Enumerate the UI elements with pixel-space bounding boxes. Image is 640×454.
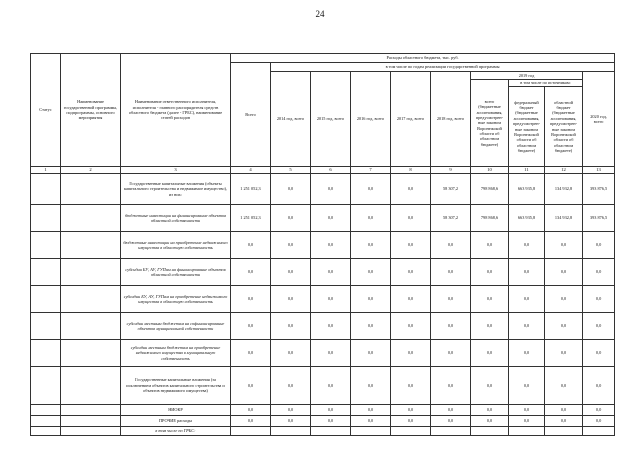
column-number: 3 [121, 167, 231, 174]
value-2019-regional: 0,0 [545, 405, 583, 416]
table-row [31, 367, 615, 405]
value-2019-total: 798 868,6 [471, 205, 509, 232]
row-label: субсидии БУ, АУ, ГУПам на финансирование объектов областной собственности [121, 259, 231, 286]
column-number: 2 [61, 167, 121, 174]
value-2019-total: 0,0 [471, 405, 509, 416]
header-2014: 2014 год, всего [271, 72, 311, 167]
value-2016: 0,0 [351, 232, 391, 259]
value-2019-total: 0,0 [471, 286, 509, 313]
row-label: субсидии БУ, АУ, ГУПам на приобретение недвижимого имущества в областную собственность [121, 286, 231, 313]
column-number: 5 [271, 167, 311, 174]
value-2020: 0,0 [583, 232, 615, 259]
table-row [31, 286, 615, 313]
header-2019-federal: федеральный бюджет (бюджетные ассигнования, предусмотрен-ные законом Воронежской области об областном бюджете) [509, 87, 545, 167]
status-cell [31, 405, 61, 416]
value-total: 1 251 052,3 [231, 205, 271, 232]
value-2014: 0,0 [271, 405, 311, 416]
value-2018: 58 307,2 [431, 205, 471, 232]
value-2017: 0,0 [391, 174, 431, 205]
value-2019-federal: 0,0 [509, 416, 545, 427]
row-label: в том числе по ГРБС: [121, 427, 231, 436]
value-2017: 0,0 [391, 286, 431, 313]
value-2018: 0,0 [431, 313, 471, 340]
header-2019: 2019 год [471, 72, 583, 80]
program-cell [61, 416, 121, 427]
value-2015: 0,0 [311, 416, 351, 427]
program-cell [61, 405, 121, 416]
value-2014: 0,0 [271, 313, 311, 340]
status-cell [31, 313, 61, 340]
column-number: 9 [431, 167, 471, 174]
status-cell [31, 205, 61, 232]
column-number: 13 [583, 167, 615, 174]
value-2018: 0,0 [431, 232, 471, 259]
value-2019-federal: 0,0 [509, 259, 545, 286]
header-responsible: Наименование ответственного исполнителя, исполнителя - главного распорядителя средств областного бюджета (далее - ГРБС), наименование статей расходов [121, 54, 231, 167]
table-row [31, 259, 615, 286]
value-2017 [391, 427, 431, 436]
value-2018: 0,0 [431, 259, 471, 286]
value-2017: 0,0 [391, 340, 431, 367]
column-number: 11 [509, 167, 545, 174]
value-total: 0,0 [231, 313, 271, 340]
program-cell [61, 340, 121, 367]
program-cell [61, 259, 121, 286]
table-row [31, 232, 615, 259]
value-2018: 0,0 [431, 340, 471, 367]
status-cell [31, 427, 61, 436]
value-2019-federal: 0,0 [509, 286, 545, 313]
value-2019-total: 0,0 [471, 259, 509, 286]
row-label: бюджетные инвестиции на финансирование объектов областной собственности [121, 205, 231, 232]
value-2014 [271, 427, 311, 436]
value-2019-total [471, 427, 509, 436]
header-status: Статус [31, 54, 61, 167]
status-cell [31, 259, 61, 286]
value-2019-total: 798 868,6 [471, 174, 509, 205]
program-cell [61, 367, 121, 405]
value-2016: 0,0 [351, 174, 391, 205]
status-cell [31, 232, 61, 259]
row-label: НИОКР [121, 405, 231, 416]
value-2019-regional: 0,0 [545, 340, 583, 367]
value-2018 [431, 427, 471, 436]
value-2015: 0,0 [311, 205, 351, 232]
value-2019-total: 0,0 [471, 367, 509, 405]
value-2018: 0,0 [431, 286, 471, 313]
page-number: 24 [315, 9, 325, 19]
program-cell [61, 232, 121, 259]
status-cell [31, 174, 61, 205]
value-2019-regional: 0,0 [545, 416, 583, 427]
program-cell [61, 427, 121, 436]
table-row [31, 416, 615, 427]
header-by-sources: в том числе по источникам: [509, 80, 583, 87]
row-label: Государственные капитальные вложения (за исключением объектов капитального строительства и объектов недвижимого имущества) [121, 367, 231, 405]
value-2019-regional: 0,0 [545, 286, 583, 313]
value-2014: 0,0 [271, 232, 311, 259]
program-cell [61, 313, 121, 340]
status-cell [31, 340, 61, 367]
table-row [31, 427, 615, 436]
column-number: 7 [351, 167, 391, 174]
column-number: 10 [471, 167, 509, 174]
value-2015: 0,0 [311, 405, 351, 416]
value-2015: 0,0 [311, 313, 351, 340]
column-number: 8 [391, 167, 431, 174]
value-2019-federal: 0,0 [509, 232, 545, 259]
value-2020: 393 876,5 [583, 205, 615, 232]
value-2015 [311, 427, 351, 436]
value-2019-regional: 0,0 [545, 232, 583, 259]
value-2016 [351, 427, 391, 436]
table-row [31, 205, 615, 232]
value-2019-regional [545, 427, 583, 436]
value-2020: 0,0 [583, 416, 615, 427]
value-2014: 0,0 [271, 205, 311, 232]
status-cell [31, 416, 61, 427]
value-2015: 0,0 [311, 174, 351, 205]
value-2020: 0,0 [583, 340, 615, 367]
value-2020: 0,0 [583, 286, 615, 313]
value-2019-federal: 0,0 [509, 313, 545, 340]
value-total: 0,0 [231, 367, 271, 405]
header-2019-total: всего (бюджетные ассигнования, предусмотрен-ные законом Воронежской области об областном бюджете) [471, 80, 509, 167]
value-2017: 0,0 [391, 205, 431, 232]
table-row [31, 405, 615, 416]
value-2020: 0,0 [583, 313, 615, 340]
value-total: 0,0 [231, 286, 271, 313]
value-2019-regional: 134 932,8 [545, 205, 583, 232]
column-numbers-row [31, 167, 615, 174]
value-total: 0,0 [231, 340, 271, 367]
value-2019-total: 0,0 [471, 232, 509, 259]
value-2016: 0,0 [351, 313, 391, 340]
value-2014: 0,0 [271, 259, 311, 286]
value-2020: 0,0 [583, 259, 615, 286]
value-2020: 393 876,5 [583, 174, 615, 205]
value-2015: 0,0 [311, 232, 351, 259]
value-2019-total: 0,0 [471, 416, 509, 427]
table-row [31, 340, 615, 367]
value-2019-regional: 0,0 [545, 367, 583, 405]
budget-table [30, 53, 615, 436]
value-2015: 0,0 [311, 259, 351, 286]
header-2019-regional: областной бюджет (бюджетные ассигнования, предусмотрен-ные законом Воронежской области об областном бюджете) [545, 87, 583, 167]
table-row [31, 313, 615, 340]
header-program-name: Наименование государственной программы, подпрограммы, основного мероприятия [61, 54, 121, 167]
value-total: 0,0 [231, 259, 271, 286]
value-2017: 0,0 [391, 313, 431, 340]
value-2016: 0,0 [351, 340, 391, 367]
row-label: субсидии местным бюджетам на приобретение недвижимого имущества в муниципальную собственность [121, 340, 231, 367]
table-row [31, 174, 615, 205]
value-2019-regional: 0,0 [545, 313, 583, 340]
header-by-years: в том числе по годам реализации государственной программы [271, 63, 615, 72]
value-2019-federal [509, 427, 545, 436]
value-2016: 0,0 [351, 286, 391, 313]
row-label: ПРОЧИЕ расходы [121, 416, 231, 427]
value-total: 0,0 [231, 405, 271, 416]
value-total: 1 251 052,3 [231, 174, 271, 205]
header-total: Всего [231, 63, 271, 167]
value-2015: 0,0 [311, 367, 351, 405]
value-2019-total: 0,0 [471, 340, 509, 367]
value-total: 0,0 [231, 232, 271, 259]
value-2014: 0,0 [271, 174, 311, 205]
header-2015: 2015 год, всего [311, 72, 351, 167]
value-2019-federal: 0,0 [509, 405, 545, 416]
value-2016: 0,0 [351, 405, 391, 416]
header-expenses-title: Расходы областного бюджета, тыс. руб. [231, 54, 615, 63]
value-2019-regional: 0,0 [545, 259, 583, 286]
value-2017: 0,0 [391, 416, 431, 427]
value-2017: 0,0 [391, 259, 431, 286]
value-2014: 0,0 [271, 340, 311, 367]
header-2018: 2018 год, всего [431, 72, 471, 167]
value-2017: 0,0 [391, 232, 431, 259]
value-2014: 0,0 [271, 416, 311, 427]
value-2019-total: 0,0 [471, 313, 509, 340]
header-2017: 2017 год, всего [391, 72, 431, 167]
value-2015: 0,0 [311, 286, 351, 313]
value-2018: 58 307,2 [431, 174, 471, 205]
value-2015: 0,0 [311, 340, 351, 367]
value-2017: 0,0 [391, 367, 431, 405]
value-2019-federal: 0,0 [509, 367, 545, 405]
column-number: 6 [311, 167, 351, 174]
value-2019-federal: 663 935,8 [509, 174, 545, 205]
value-2019-federal: 663 935,8 [509, 205, 545, 232]
value-2016: 0,0 [351, 205, 391, 232]
header-2016: 2016 год, всего [351, 72, 391, 167]
value-2014: 0,0 [271, 367, 311, 405]
value-2016: 0,0 [351, 416, 391, 427]
value-2020: 0,0 [583, 367, 615, 405]
program-cell [61, 286, 121, 313]
program-cell [61, 174, 121, 205]
column-number: 1 [31, 167, 61, 174]
row-label: Государственные капитальные вложения (объекты капитального строительства и недвижимое имущество), из них: [121, 174, 231, 205]
value-2020: 0,0 [583, 405, 615, 416]
value-total [231, 427, 271, 436]
value-total: 0,0 [231, 416, 271, 427]
value-2018: 0,0 [431, 367, 471, 405]
value-2016: 0,0 [351, 259, 391, 286]
value-2020 [583, 427, 615, 436]
value-2017: 0,0 [391, 405, 431, 416]
header-2020: 2020 год, всего [583, 72, 615, 167]
column-number: 4 [231, 167, 271, 174]
column-number: 12 [545, 167, 583, 174]
row-label: субсидии местным бюджетам на софинансирование объектов муниципальной собственности [121, 313, 231, 340]
program-cell [61, 205, 121, 232]
status-cell [31, 286, 61, 313]
value-2019-federal: 0,0 [509, 340, 545, 367]
row-label: бюджетные инвестиции на приобретение недвижимого имущества в областную собственность [121, 232, 231, 259]
value-2016: 0,0 [351, 367, 391, 405]
value-2019-regional: 134 932,8 [545, 174, 583, 205]
value-2018: 0,0 [431, 405, 471, 416]
value-2018: 0,0 [431, 416, 471, 427]
status-cell [31, 367, 61, 405]
value-2014: 0,0 [271, 286, 311, 313]
